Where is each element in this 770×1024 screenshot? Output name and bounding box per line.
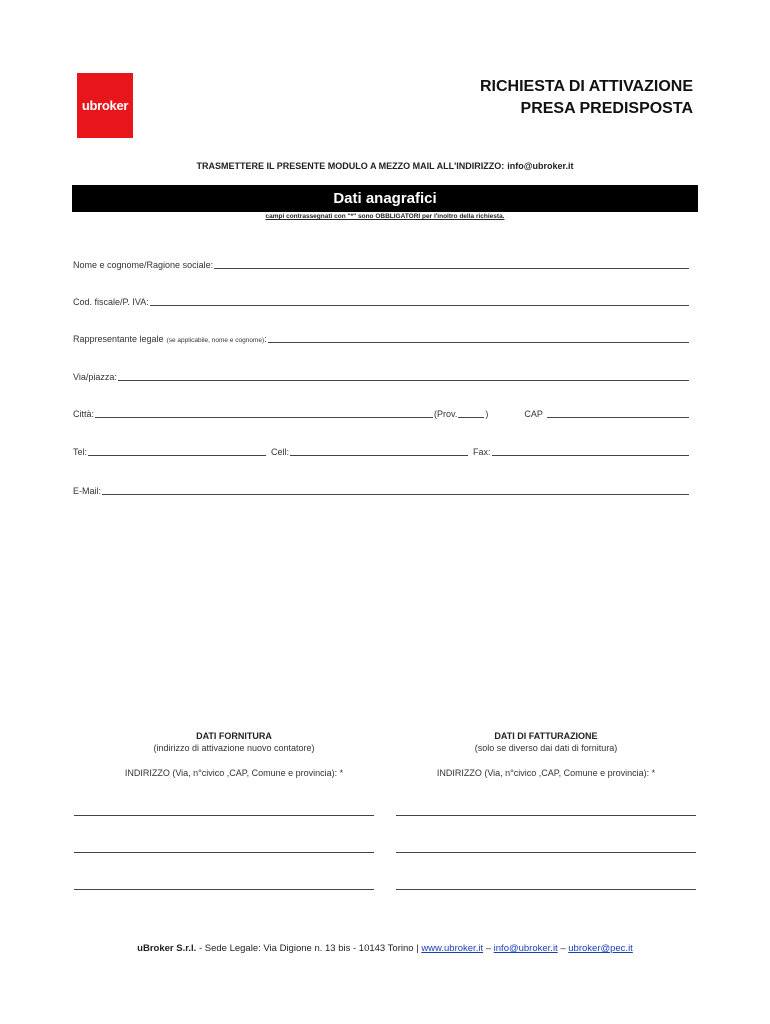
field-cell-label: Cell:	[271, 447, 290, 457]
instruction-text	[0, 161, 770, 171]
field-via-label: Via/piazza:	[73, 372, 117, 382]
fornitura-line-1[interactable]	[74, 815, 374, 816]
field-email[interactable]	[73, 486, 690, 496]
fatturazione-line-1[interactable]	[396, 815, 696, 816]
field-citta-row	[73, 409, 690, 419]
field-cell-line[interactable]	[290, 447, 468, 456]
footer-email-link[interactable]: info@ubroker.it	[493, 943, 558, 954]
fatturazione-title: DATI DI FATTURAZIONE	[494, 731, 598, 741]
field-via-line[interactable]	[118, 372, 689, 381]
footer-website-link[interactable]: www.ubroker.it	[421, 943, 484, 954]
footer-pec-link[interactable]: ubroker@pec.it	[568, 943, 633, 954]
field-cf-line[interactable]	[150, 297, 689, 306]
fornitura-title: DATI FORNITURA	[196, 731, 272, 741]
field-cap-line[interactable]	[547, 409, 689, 418]
field-rappresentante-line[interactable]	[268, 334, 689, 343]
field-nome-label: Nome e cognome/Ragione sociale:	[73, 260, 214, 270]
instruction-label: TRASMETTERE IL PRESENTE MODULO A MEZZO MAIL ALL'INDIRIZZO:	[196, 161, 505, 171]
field-prov-close: )	[485, 409, 489, 419]
field-rappresentante-label: Rappresentante legale	[73, 334, 164, 344]
field-email-label: E-Mail:	[73, 486, 102, 496]
fatturazione-line-2[interactable]	[396, 852, 696, 853]
field-fax-label: Fax:	[473, 447, 491, 457]
field-tel-line[interactable]	[88, 447, 266, 456]
page-title	[480, 76, 693, 120]
title-line-1: RICHIESTA DI ATTIVAZIONE	[479, 78, 693, 95]
fatturazione-label: INDIRIZZO (Via, n°civico ,CAP, Comune e provincia): *	[436, 768, 656, 778]
field-cap-label: CAP	[524, 409, 543, 419]
field-contatti-row	[73, 447, 690, 457]
footer	[0, 943, 770, 954]
field-citta-label: Città:	[73, 409, 95, 419]
field-email-line[interactable]	[102, 486, 689, 495]
field-tel-label: Tel:	[73, 447, 88, 457]
fatturazione-line-3[interactable]	[396, 889, 696, 890]
footer-sep-1: –	[483, 943, 494, 954]
field-rappresentante-note: (se applicabile, nome e cognome)	[166, 337, 265, 344]
title-line-2: PRESA PREDISPOSTA	[520, 100, 693, 117]
fornitura-subtitle: (indirizzo di attivazione nuovo contatore)	[153, 743, 315, 753]
fornitura-line-3[interactable]	[74, 889, 374, 890]
footer-company: uBroker S.r.l.	[137, 943, 197, 954]
fatturazione-subtitle: (solo se diverso dai dati di fornitura)	[474, 743, 618, 753]
fornitura-label: INDIRIZZO (Via, n°civico ,CAP, Comune e provincia): *	[124, 768, 344, 778]
field-prov-line[interactable]	[458, 409, 484, 418]
fornitura-line-2[interactable]	[74, 852, 374, 853]
instruction-email: info@ubroker.it	[507, 161, 574, 171]
field-rappresentante-colon: :	[264, 334, 267, 344]
footer-sep-2: –	[557, 943, 569, 954]
field-rappresentante[interactable]	[73, 334, 690, 344]
mandatory-note: campi contrassegnati con "*" sono OBBLIGATORI per l'inoltro della richiesta.	[265, 213, 505, 220]
section-banner: Dati anagrafici	[72, 185, 698, 212]
logo-text: ubroker	[81, 98, 129, 113]
ubroker-logo	[77, 73, 133, 138]
field-cf[interactable]	[73, 297, 690, 307]
footer-address: - Sede Legale: Via Digione n. 13 bis - 10143 Torino |	[196, 943, 422, 954]
field-cf-label: Cod. fiscale/P. IVA:	[73, 297, 149, 307]
field-fax-line[interactable]	[492, 447, 689, 456]
field-nome-line[interactable]	[214, 260, 689, 269]
field-nome[interactable]	[73, 260, 690, 270]
field-via[interactable]	[73, 372, 690, 382]
field-prov-label: (Prov.	[434, 409, 458, 419]
field-citta-line[interactable]	[95, 409, 433, 418]
